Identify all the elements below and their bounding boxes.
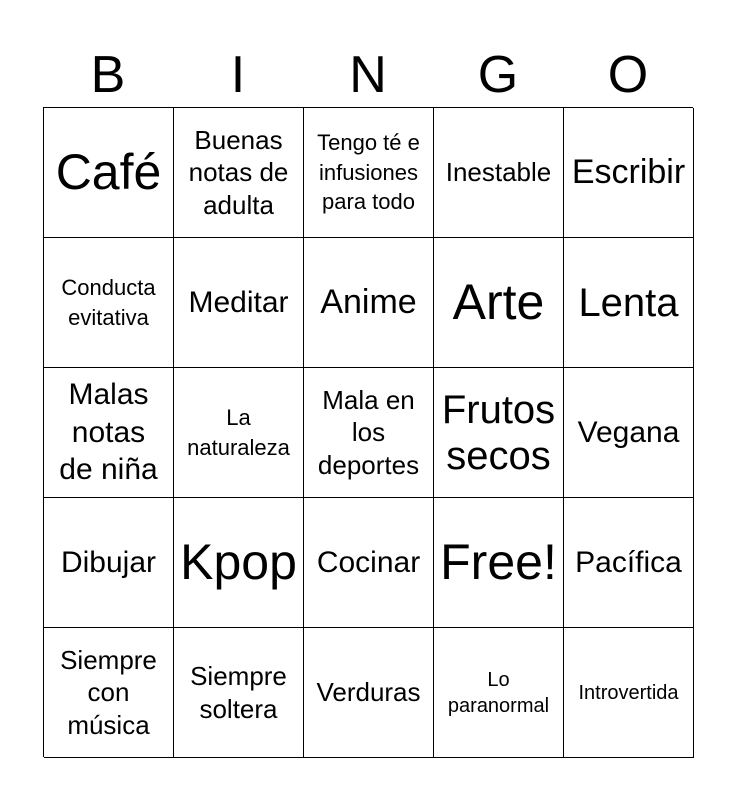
header-letter-o: O	[607, 46, 649, 104]
bingo-cell-r3-c3[interactable]: Mala en los deportes	[304, 368, 434, 498]
bingo-grid	[43, 107, 693, 757]
header-letter-b: B	[90, 46, 126, 104]
bingo-cell-r4-c1[interactable]: Dibujar	[44, 498, 174, 628]
bingo-cell-r1-c4[interactable]: Inestable	[434, 108, 564, 238]
header-letter-i: I	[230, 46, 246, 104]
bingo-cell-r4-c3[interactable]: Cocinar	[304, 498, 434, 628]
bingo-cell-r2-c2[interactable]: Meditar	[174, 238, 304, 368]
bingo-cell-r1-c5[interactable]: Escribir	[564, 108, 694, 238]
bingo-header	[43, 44, 693, 106]
bingo-cell-r1-c3[interactable]: Tengo té e infusiones para todo	[304, 108, 434, 238]
bingo-cell-r1-c2[interactable]: Buenas notas de adulta	[174, 108, 304, 238]
bingo-cell-r4-c2[interactable]: Kpop	[174, 498, 304, 628]
bingo-cell-r5-c3[interactable]: Verduras	[304, 628, 434, 758]
bingo-cell-r2-c5[interactable]: Lenta	[564, 238, 694, 368]
bingo-cell-r2-c1[interactable]: Conducta evitativa	[44, 238, 174, 368]
bingo-cell-r1-c1[interactable]: Café	[44, 108, 174, 238]
bingo-cell-r3-c1[interactable]: Malas notas de niña	[44, 368, 174, 498]
bingo-cell-r2-c4[interactable]: Arte	[434, 238, 564, 368]
bingo-cell-r4-c4[interactable]: Free!	[434, 498, 564, 628]
bingo-cell-r5-c2[interactable]: Siempre soltera	[174, 628, 304, 758]
bingo-cell-r4-c5[interactable]: Pacífica	[564, 498, 694, 628]
bingo-cell-r3-c4[interactable]: Frutos secos	[434, 368, 564, 498]
bingo-cell-r2-c3[interactable]: Anime	[304, 238, 434, 368]
bingo-cell-r3-c2[interactable]: La naturaleza	[174, 368, 304, 498]
bingo-cell-r5-c5[interactable]: Introvertida	[564, 628, 694, 758]
bingo-cell-r3-c5[interactable]: Vegana	[564, 368, 694, 498]
bingo-cell-r5-c4[interactable]: Lo paranormal	[434, 628, 564, 758]
bingo-cell-r5-c1[interactable]: Siempre con música	[44, 628, 174, 758]
header-letter-n: N	[349, 46, 387, 104]
header-letter-g: G	[477, 46, 519, 104]
